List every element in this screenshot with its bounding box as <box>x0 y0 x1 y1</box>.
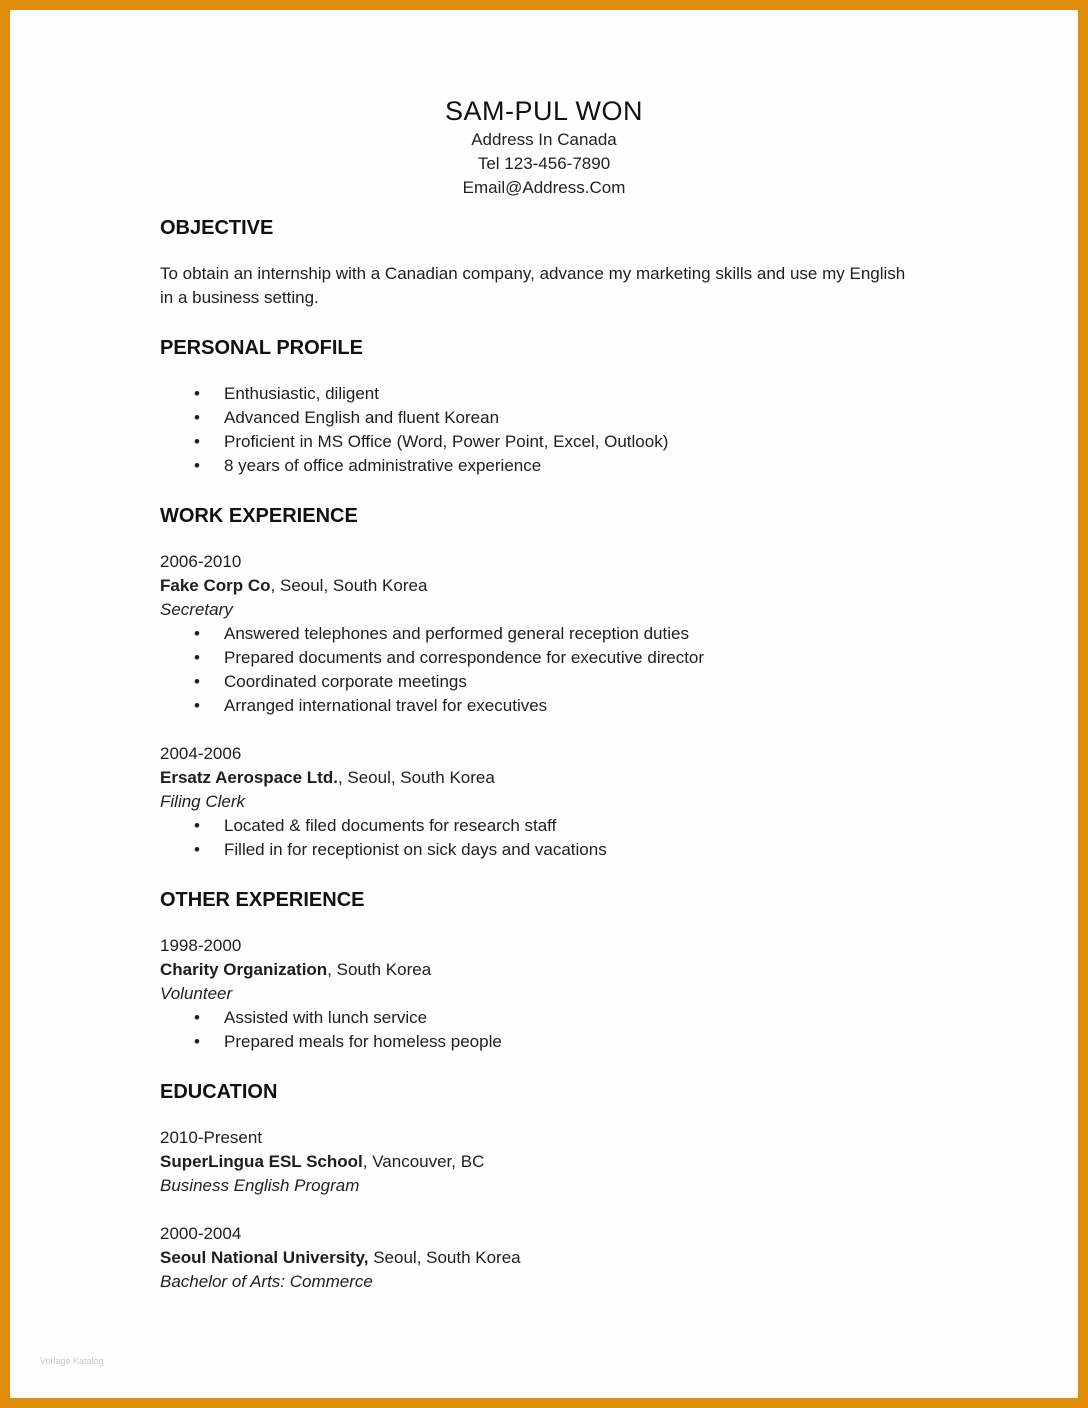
resume-header <box>10 94 1078 200</box>
contact-address: Address In Canada <box>471 130 617 149</box>
employer-name: Ersatz Aerospace Ltd. <box>160 768 338 787</box>
school-name: SuperLingua ESL School <box>160 1152 363 1171</box>
list-item <box>160 838 920 862</box>
bullet-icon: • <box>194 432 200 451</box>
role-title: Filing Clerk <box>160 792 246 811</box>
bullet-icon: • <box>194 1008 200 1027</box>
list-item-text: Arranged international travel for executives <box>224 696 548 715</box>
list-item <box>160 430 920 454</box>
list-item-text: 8 years of office administrative experience <box>224 456 542 475</box>
resume-page <box>10 10 1078 1398</box>
contact-phone: Tel 123-456-7890 <box>477 154 611 173</box>
section-title-objective: OBJECTIVE <box>160 217 274 239</box>
bullet-icon: • <box>194 816 200 835</box>
school-name: Seoul National University, <box>160 1248 369 1267</box>
education-school <box>160 1150 920 1174</box>
bullet-icon: • <box>194 384 200 403</box>
list-item <box>160 622 920 646</box>
section-title-work: WORK EXPERIENCE <box>160 505 358 527</box>
list-item-text: Enthusiastic, diligent <box>224 384 379 403</box>
duties-list <box>160 622 920 718</box>
role-title: Secretary <box>160 600 233 619</box>
list-item-text: Prepared documents and correspondence for executive director <box>224 648 705 667</box>
objective-text: To obtain an internship with a Canadian company, advance my marketing skills and use my English in a business setting. <box>160 264 906 307</box>
list-item <box>160 1006 920 1030</box>
job-entry <box>160 934 920 1054</box>
school-location: , Vancouver, BC <box>362 1152 485 1171</box>
employer-name: Charity Organization <box>160 960 328 979</box>
employer-name: Fake Corp Co <box>160 576 271 595</box>
program-name: Bachelor of Arts: Commerce <box>160 1272 373 1291</box>
job-dates: 2004-2006 <box>160 744 242 763</box>
list-item <box>160 1030 920 1054</box>
education-dates: 2000-2004 <box>160 1224 242 1243</box>
list-item-text: Coordinated corporate meetings <box>224 672 467 691</box>
job-entry <box>160 550 920 718</box>
education-program <box>160 1174 920 1198</box>
education-dates: 2010-Present <box>160 1128 263 1147</box>
list-item <box>160 814 920 838</box>
program-name: Business English Program <box>160 1176 360 1195</box>
section-title-other-experience: OTHER EXPERIENCE <box>160 889 365 911</box>
bullet-icon: • <box>194 624 200 643</box>
employer-location: , South Korea <box>327 960 432 979</box>
duties-list <box>160 814 920 862</box>
list-item <box>160 694 920 718</box>
bullet-icon: • <box>194 456 200 475</box>
education-program <box>160 1270 920 1294</box>
bullet-icon: • <box>194 648 200 667</box>
education-school <box>160 1246 920 1270</box>
employer-location: , Seoul, South Korea <box>337 768 495 787</box>
job-dates: 1998-2000 <box>160 936 242 955</box>
list-item-text: Located & filed documents for research staff <box>224 816 557 835</box>
resume-body <box>160 214 920 1294</box>
job-employer <box>160 958 920 982</box>
list-item <box>160 382 920 406</box>
bullet-icon: • <box>194 408 200 427</box>
bullet-icon: • <box>194 672 200 691</box>
job-role <box>160 982 920 1006</box>
job-entry <box>160 742 920 862</box>
job-role <box>160 598 920 622</box>
list-item <box>160 454 920 478</box>
list-item-text: Prepared meals for homeless people <box>224 1032 502 1051</box>
bullet-icon: • <box>194 1032 200 1051</box>
contact-email: Email@Address.Com <box>462 178 626 197</box>
bullet-icon: • <box>194 840 200 859</box>
candidate-name: SAM-PUL WON <box>444 96 643 126</box>
bullet-icon: • <box>194 696 200 715</box>
profile-list <box>160 382 920 478</box>
list-item-text: Filled in for receptionist on sick days and vacations <box>224 840 607 859</box>
education-entry <box>160 1126 920 1198</box>
section-title-education: EDUCATION <box>160 1081 278 1103</box>
watermark: Vorlage Katalog <box>40 1356 104 1366</box>
list-item-text: Advanced English and fluent Korean <box>224 408 500 427</box>
list-item <box>160 646 920 670</box>
duties-list <box>160 1006 920 1054</box>
job-role <box>160 790 920 814</box>
role-title: Volunteer <box>160 984 233 1003</box>
list-item-text: Proficient in MS Office (Word, Power Point, Excel, Outlook) <box>224 432 669 451</box>
job-employer <box>160 574 920 598</box>
list-item-text: Answered telephones and performed general reception duties <box>224 624 689 643</box>
list-item-text: Assisted with lunch service <box>224 1008 428 1027</box>
job-dates: 2006-2010 <box>160 552 242 571</box>
list-item <box>160 670 920 694</box>
employer-location: , Seoul, South Korea <box>270 576 428 595</box>
school-location: Seoul, South Korea <box>368 1248 521 1267</box>
education-entry <box>160 1222 920 1294</box>
section-title-profile: PERSONAL PROFILE <box>160 337 363 359</box>
job-employer <box>160 766 920 790</box>
list-item <box>160 406 920 430</box>
